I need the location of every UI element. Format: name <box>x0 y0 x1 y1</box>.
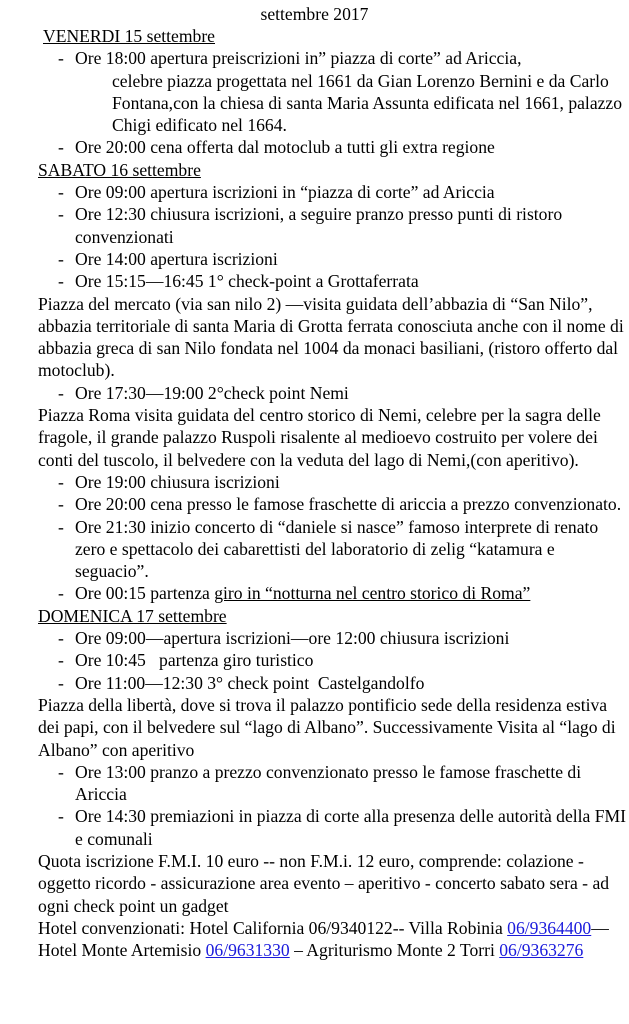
schedule-item <box>38 181 629 203</box>
hotels-paragraph <box>38 917 629 962</box>
bullet-dash: - <box>58 650 64 671</box>
schedule-item <box>38 493 629 515</box>
item-text: Ore 20:00 cena presso le famose fraschette di ariccia a prezzo convenzionato. <box>75 494 622 515</box>
paragraph-nemi: Piazza Roma visita guidata del centro storico di Nemi, celebre per la sagra delle fragole, il grande palazzo Ruspoli risalente al medioevo costruito per volere dei conti del tuscolo, il belvedere con la veduta del lago di Nemi,(con aperitivo). <box>38 405 601 470</box>
schedule-item <box>38 270 629 292</box>
item-text: Ore 12:30 chiusura iscrizioni, a seguire pranzo presso punti di ristoro convenzionati <box>75 204 563 247</box>
bullet-dash: - <box>58 137 64 158</box>
phone-link-villa-robinia[interactable]: 06/9364400 <box>507 917 592 938</box>
schedule-item <box>38 516 629 583</box>
item-text: Ore 11:00—12:30 3° check point Castelgandolfo <box>75 672 425 693</box>
item-text: Ore 15:15—16:45 1° check-point a Grottaferrata <box>75 271 419 292</box>
schedule-item <box>38 248 629 270</box>
schedule-item <box>38 471 629 493</box>
schedule-item <box>38 136 629 158</box>
item-text: Ore 19:00 chiusura iscrizioni <box>75 471 280 492</box>
paragraph-castelgandolfo: Piazza della libertà, dove si trova il palazzo pontificio sede della residenza estiva dei papi, con il belvedere sul “lago di Albano”. Successivamente Visita al “lago di Albano” con aperitivo <box>38 694 616 760</box>
schedule-item <box>38 672 629 694</box>
document-body <box>38 25 629 961</box>
night-tour-item <box>75 583 530 603</box>
bullet-dash: - <box>58 248 64 269</box>
schedule-item <box>38 805 629 850</box>
schedule-item <box>38 47 629 136</box>
phone-link-monte-artemisio[interactable]: 06/9631330 <box>205 940 290 961</box>
schedule-item <box>38 627 629 649</box>
night-tour-underlined-text: giro in “notturna nel centro storico di Roma” <box>214 583 531 604</box>
item-text: Ore 18:00 apertura preiscrizioni in” piazza di corte” ad Ariccia, <box>75 48 522 69</box>
bullet-dash: - <box>58 48 64 69</box>
item-text: Ore 21:30 inizio concerto di “daniele si nasce” famoso interprete di renato zero e spettacolo dei cabarettisti del laboratorio di zelig “katamura e seguacio”. <box>75 516 599 582</box>
bullet-dash: - <box>58 628 64 649</box>
bullet-dash: - <box>58 471 64 492</box>
fee-paragraph: Quota iscrizione F.M.I. 10 euro -- non F.M.i. 12 euro, comprende: colazione - oggetto ricordo - assicurazione area evento – aperitivo - concerto sabato sera - ad ogni check point un gadget <box>38 850 610 916</box>
bullet-dash: - <box>58 182 64 203</box>
hotels-text: – Agriturismo Monte 2 Torri <box>289 940 500 961</box>
bullet-dash: - <box>58 583 64 604</box>
item-text: Ore 14:30 premiazioni in piazza di corte alla presenza delle autorità della FMI e comunali <box>75 806 627 849</box>
item-text: Ore 13:00 pranzo a prezzo convenzionato presso le famose fraschette di Ariccia <box>75 761 582 805</box>
schedule-item <box>38 649 629 671</box>
item-text: Ore 09:00 apertura iscrizioni in “piazza di corte” ad Ariccia <box>75 182 495 203</box>
item-text: Ore 20:00 cena offerta dal motoclub a tutti gli extra regione <box>75 137 495 158</box>
schedule-item <box>38 382 629 404</box>
day-header-saturday: SABATO 16 settembre <box>38 159 201 180</box>
bullet-dash: - <box>58 516 64 537</box>
phone-link-agriturismo[interactable]: 06/9363276 <box>499 940 584 961</box>
item-continuation: celebre piazza progettata nel 1661 da Gian Lorenzo Bernini e da Carlo Fontana,con la chiesa di santa Maria Assunta edificata nel 1661, palazzo Chigi edificato nel 1664. <box>112 70 623 136</box>
schedule-item <box>38 582 629 604</box>
item-text: Ore 09:00—apertura iscrizioni—ore 12:00 chiusura iscrizioni <box>75 628 510 649</box>
bullet-dash: - <box>58 672 64 693</box>
day-header-friday: VENERDI 15 settembre <box>43 26 215 46</box>
hotels-text: —Hotel Monte Artemisio <box>38 917 609 961</box>
schedule-item <box>38 761 629 806</box>
bullet-dash: - <box>58 806 64 827</box>
item-text: Ore 14:00 apertura iscrizioni <box>75 248 278 269</box>
item-text: Ore 10:45 partenza giro turistico <box>75 650 314 671</box>
bullet-dash: - <box>58 761 64 782</box>
item-text: Ore 00:15 partenza <box>75 583 215 604</box>
bullet-dash: - <box>58 271 64 292</box>
page-title: settembre 2017 <box>260 4 369 24</box>
item-text: Ore 17:30—19:00 2°check point Nemi <box>75 382 349 403</box>
bullet-dash: - <box>58 382 64 403</box>
bullet-dash: - <box>58 204 64 225</box>
bullet-dash: - <box>58 494 64 515</box>
hotels-text: Hotel convenzionati: Hotel California 06/9340122-- Villa Robinia <box>38 917 503 938</box>
schedule-item <box>38 203 629 248</box>
paragraph-grottaferrata: Piazza del mercato (via san nilo 2) —visita guidata dell’abbazia di “San Nilo”, abbazia territoriale di santa Maria di Grotta ferrata conosciuta anche con il nome di abbazia greca di san Nilo fondata nel 1004 da monaci basiliani, (ristoro offerto dal motoclub). <box>38 293 624 381</box>
day-header-sunday: DOMENICA 17 settembre <box>38 605 227 626</box>
